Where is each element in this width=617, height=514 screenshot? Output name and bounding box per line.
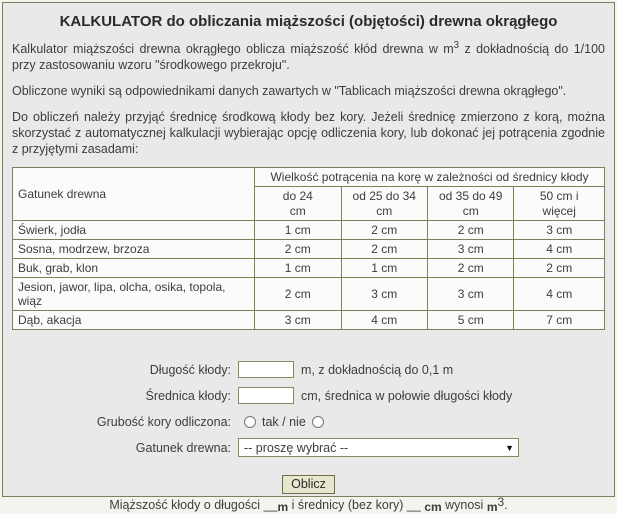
intro-p1-text-after: z dokładnością do 1/100 przy zastosowaniu wzoru "środkowego przekroju".: [12, 42, 605, 73]
result-length-unit: m: [277, 499, 289, 514]
column-header-range-1: [255, 187, 341, 221]
deduction-cell: 4 cm: [514, 277, 605, 310]
table-row: [13, 310, 605, 329]
button-row: [12, 475, 605, 494]
bark-deduction-table: [12, 167, 605, 330]
intro-p1-text: Kalkulator miąższości drewna okrągłego oblicza miąższość kłód drewna w m: [12, 42, 454, 57]
calculate-button[interactable]: Oblicz: [282, 475, 335, 494]
result-volume-superscript: 3: [497, 494, 505, 509]
diameter-input[interactable]: [238, 387, 294, 404]
deduction-cell: 1 cm: [255, 220, 341, 239]
deduction-cell: 2 cm: [427, 220, 513, 239]
deduction-cell: 2 cm: [255, 239, 341, 258]
deduction-cell: 2 cm: [255, 277, 341, 310]
length-label: Długość kłody:: [149, 362, 231, 377]
deduction-cell: 5 cm: [427, 310, 513, 329]
diameter-row: [12, 386, 605, 406]
range-3-line-1: od 35 do 49: [439, 189, 503, 204]
species-select-value: -- proszę wybrać --: [244, 440, 349, 455]
species-label: Gatunek drewna:: [135, 440, 231, 455]
diameter-label: Średnica kłody:: [145, 388, 231, 403]
result-volume-unit: m: [486, 499, 498, 514]
result-part-1: Miąższość kłody o długości: [109, 497, 264, 512]
result-diameter-blank: __: [406, 497, 425, 512]
column-header-range-2: [341, 187, 427, 221]
deduction-cell: 2 cm: [341, 220, 427, 239]
species-cell: Dąb, akacja: [13, 310, 255, 329]
deduction-cell: 3 cm: [341, 277, 427, 310]
deduction-cell: 2 cm: [514, 258, 605, 277]
species-select[interactable]: [238, 438, 519, 457]
result-part-2: i średnicy (bez kory): [288, 497, 407, 512]
deduction-cell: 7 cm: [514, 310, 605, 329]
column-header-group: Wielkość potrącenia na korę w zależności od średnicy kłody: [255, 168, 605, 187]
deduction-cell: 1 cm: [255, 258, 341, 277]
result-line: [12, 494, 605, 514]
intro-paragraph-1: [12, 40, 605, 73]
length-input[interactable]: [238, 361, 294, 378]
range-3-line-2: cm: [462, 203, 479, 218]
range-4-line-1: 50 cm i: [539, 189, 579, 204]
column-header-range-3: [427, 187, 513, 221]
deduction-cell: 3 cm: [255, 310, 341, 329]
table-row: [13, 239, 605, 258]
table-header-row: [13, 168, 605, 187]
bark-options-label: tak / nie: [262, 414, 306, 429]
diameter-suffix: cm, średnica w połowie długości kłody: [301, 388, 513, 403]
deduction-cell: 2 cm: [427, 258, 513, 277]
bark-label: Grubość kory odliczona:: [96, 414, 231, 429]
deduction-cell: 4 cm: [341, 310, 427, 329]
range-2-line-1: od 25 do 34: [352, 189, 416, 204]
deduction-cell: 3 cm: [427, 239, 513, 258]
table-row: [13, 220, 605, 239]
deduction-cell: 3 cm: [514, 220, 605, 239]
table-row: [13, 258, 605, 277]
calculator-panel: [2, 2, 615, 514]
length-suffix: m, z dokładnością do 0,1 m: [301, 362, 454, 377]
range-2-line-2: cm: [376, 203, 393, 218]
bark-row: [12, 412, 605, 432]
length-row: [12, 360, 605, 380]
species-row: [12, 438, 605, 458]
species-cell: Świerk, jodła: [13, 220, 255, 239]
deduction-cell: 4 cm: [514, 239, 605, 258]
range-1-line-2: cm: [289, 203, 306, 218]
deduction-cell: 1 cm: [341, 258, 427, 277]
species-cell: Sosna, modrzew, brzoza: [13, 239, 255, 258]
table-row: [13, 277, 605, 310]
result-length-blank: __: [263, 497, 278, 512]
page-title: KALKULATOR do obliczania miąższości (objętości) drewna okrągłego: [59, 13, 558, 30]
range-1-line-1: do 24: [282, 189, 313, 204]
species-cell: Jesion, jawor, lipa, olcha, osika, topola, wiąz: [13, 277, 255, 310]
chevron-down-icon: ▼: [505, 442, 514, 453]
column-header-range-4: [514, 187, 605, 221]
result-diameter-unit: cm: [424, 499, 442, 514]
bark-yes-radio[interactable]: [244, 416, 256, 428]
result-period: .: [504, 497, 508, 512]
result-part-3: wynosi: [441, 497, 487, 512]
bark-no-radio[interactable]: [312, 416, 324, 428]
species-cell: Buk, grab, klon: [13, 258, 255, 277]
intro-paragraph-3: Do obliczeń należy przyjąć średnicę środkową kłody bez kory. Jeżeli średnicę zmierzono z korą, można skorzystać z automatycznej kalkulacji wybierając opcję odliczenia kory, lub dokonać jej potrącenia zgodnie z przyjętymi zasadami:: [12, 110, 605, 157]
column-header-species: Gatunek drewna: [13, 168, 255, 221]
range-4-line-2: więcej: [542, 203, 576, 218]
cubic-meter-superscript: 3: [453, 40, 460, 51]
intro-paragraph-2: Obliczone wyniki są odpowiednikami danych zawartych w "Tablicach miąższości drewna okrągłego".: [12, 84, 567, 99]
deduction-cell: 2 cm: [341, 239, 427, 258]
deduction-cell: 3 cm: [427, 277, 513, 310]
